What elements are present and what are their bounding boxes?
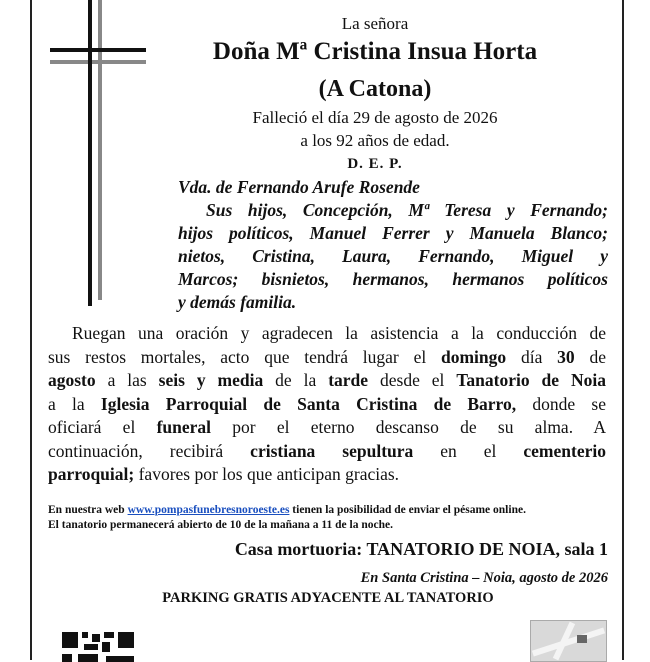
body-line: a la Iglesia Parroquial de Santa Cristina de Barro, donde se: [48, 393, 606, 414]
place-and-date: En Santa Cristina – Noia, agosto de 2026: [360, 570, 608, 586]
family-line: Sus hijos, Concepción, Mª Teresa y Fernando;: [206, 200, 608, 220]
qr-code-icon[interactable]: [62, 632, 142, 662]
map-thumbnail[interactable]: [530, 620, 607, 662]
service-announcement: [48, 322, 606, 487]
latin-cross-icon: [50, 0, 150, 310]
web-line: En nuestra web www.pompasfunebresnoroeste.es tienen la posibilidad de enviar el pésame online.: [48, 504, 526, 516]
rip-abbreviation: D. E. P.: [347, 156, 403, 172]
body-line: agosto a las seis y media de la tarde desde el Tanatorio de Noia: [48, 370, 606, 390]
age-at-death: a los 92 años de edad.: [300, 131, 450, 150]
body-line: Ruegan una oración y agradecen la asistencia a la conducción de: [72, 323, 606, 343]
body-line: sus restos mortales, acto que tendrá lugar el domingo día 30 de: [48, 346, 606, 367]
parking-notice: PARKING GRATIS ADYACENTE AL TANATORIO: [162, 590, 494, 606]
body-line: parroquial; favores por los que anticipan gracias.: [48, 464, 400, 484]
family-line: nietos, Cristina, Laura, Fernando, Miguel y: [178, 246, 608, 266]
family-line: Vda. de Fernando Arufe Rosende: [178, 177, 420, 197]
family-line: hijos políticos, Manuel Ferrer y Manuela Blanco;: [178, 223, 608, 243]
web-notice: [48, 503, 608, 533]
hours-line: El tanatorio permanecerá abierto de 10 de la mañana a 11 de la noche.: [48, 519, 393, 531]
deceased-alias: (A Catona): [318, 76, 432, 102]
honorific: La señora: [341, 14, 409, 33]
family-line: Marcos; bisnietos, hermanos, hermanos políticos: [178, 269, 608, 289]
family-line: y demás familia.: [178, 292, 297, 312]
family-list: [178, 176, 608, 314]
body-line: continuación, recibirá cristiana sepultura en el cementerio: [48, 440, 606, 461]
body-line: oficiará el funeral por el eterno descanso de su alma. A: [48, 417, 606, 437]
website-link[interactable]: www.pompasfunebresnoroeste.es: [127, 504, 290, 516]
funeral-home: Casa mortuoria: TANATORIO DE NOIA, sala 1: [234, 539, 608, 559]
death-date: Falleció el día 29 de agosto de 2026: [252, 108, 498, 127]
deceased-name: Doña Mª Cristina Insua Horta: [212, 38, 538, 65]
